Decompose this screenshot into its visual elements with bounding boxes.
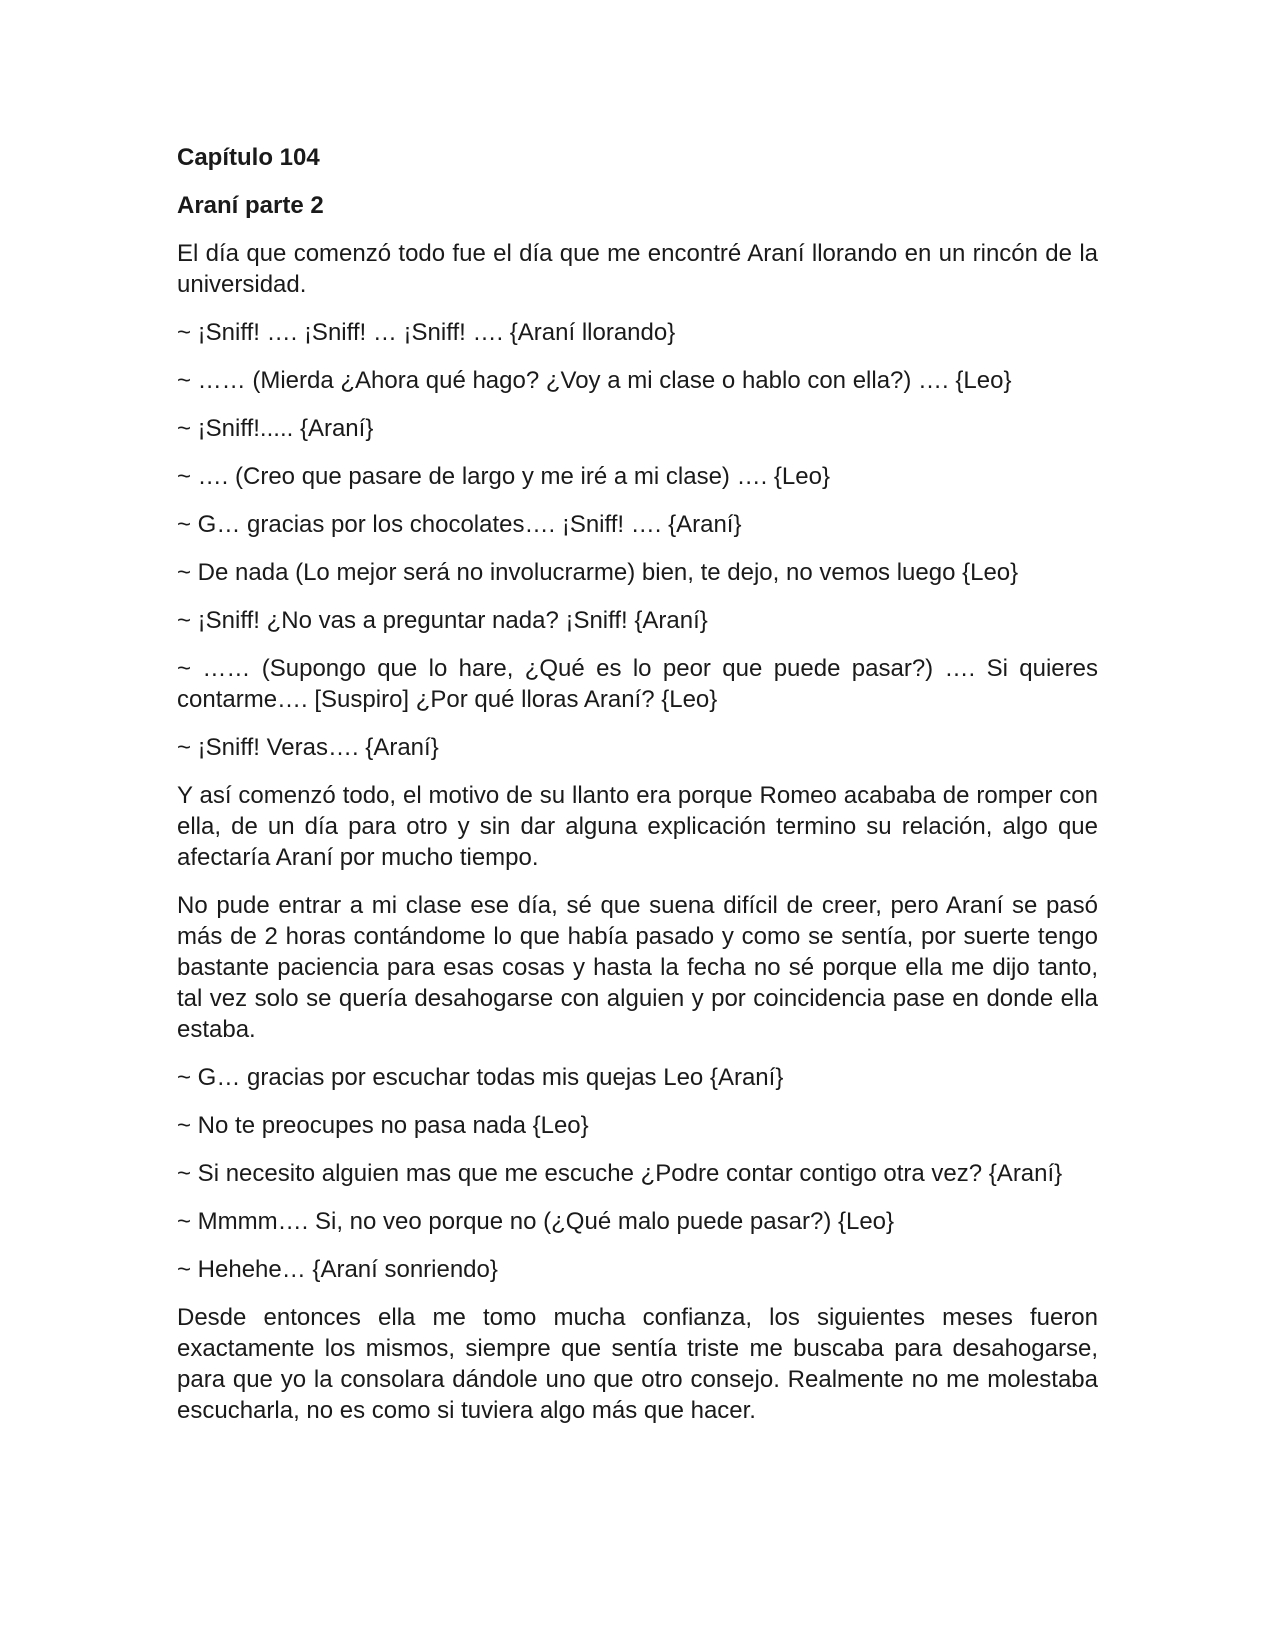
dialogue-line: ~ …. (Creo que pasare de largo y me iré a mi clase) …. {Leo} [177, 463, 830, 490]
dialogue-line: ~ G… gracias por los chocolates…. ¡Sniff! …. {Araní} [177, 511, 742, 538]
body-paragraph: Y así comenzó todo, el motivo de su llanto era porque Romeo acababa de romper con ella, de un día para otro y sin dar alguna explicación termino su relación, algo que afectaría Araní por mucho tiempo. [177, 782, 1098, 871]
dialogue-line: ~ ¡Sniff! Veras…. {Araní} [177, 734, 439, 761]
body-paragraph: No pude entrar a mi clase ese día, sé que suena difícil de creer, pero Araní se pasó más de 2 horas contándome lo que había pasado y como se sentía, por suerte tengo bastante paciencia para esas cosas y hasta la fecha no sé porque ella me dijo tanto, tal vez solo se quería desahogarse con alguien y por coincidencia pase en donde ella estaba. [177, 892, 1098, 1043]
dialogue-line: ~ De nada (Lo mejor será no involucrarme) bien, te dejo, no vemos luego {Leo} [177, 559, 1019, 586]
dialogue-line: ~ …… (Mierda ¿Ahora qué hago? ¿Voy a mi clase o hablo con ella?) …. {Leo} [177, 367, 1012, 394]
dialogue-line: ~ Si necesito alguien mas que me escuche ¿Podre contar contigo otra vez? {Araní} [177, 1160, 1063, 1187]
chapter-title: Capítulo 104 [177, 144, 320, 171]
document-page [177, 142, 1098, 1443]
dialogue-line: ~ Hehehe… {Araní sonriendo} [177, 1256, 498, 1283]
dialogue-line: ~ G… gracias por escuchar todas mis quejas Leo {Araní} [177, 1064, 784, 1091]
body-paragraph: El día que comenzó todo fue el día que me encontré Araní llorando en un rincón de la universidad. [177, 240, 1098, 298]
chapter-subtitle: Araní parte 2 [177, 192, 324, 219]
dialogue-line: ~ …… (Supongo que lo hare, ¿Qué es lo peor que puede pasar?) …. Si quieres contarme…. [Suspiro] ¿Por qué lloras Araní? {Leo} [177, 655, 1098, 713]
body-paragraph: Desde entonces ella me tomo mucha confianza, los siguientes meses fueron exactamente los mismos, siempre que sentía triste me buscaba para desahogarse, para que yo la consolara dándole uno que otro consejo. Realmente no me molestaba escucharla, no es como si tuviera algo más que hacer. [177, 1304, 1098, 1424]
dialogue-line: ~ ¡Sniff! ¿No vas a preguntar nada? ¡Sniff! {Araní} [177, 607, 708, 634]
dialogue-line: ~ ¡Sniff!..... {Araní} [177, 415, 374, 442]
dialogue-line: ~ Mmmm…. Si, no veo porque no (¿Qué malo puede pasar?) {Leo} [177, 1208, 895, 1235]
dialogue-line: ~ No te preocupes no pasa nada {Leo} [177, 1112, 589, 1139]
dialogue-line: ~ ¡Sniff! …. ¡Sniff! … ¡Sniff! …. {Araní llorando} [177, 319, 676, 346]
